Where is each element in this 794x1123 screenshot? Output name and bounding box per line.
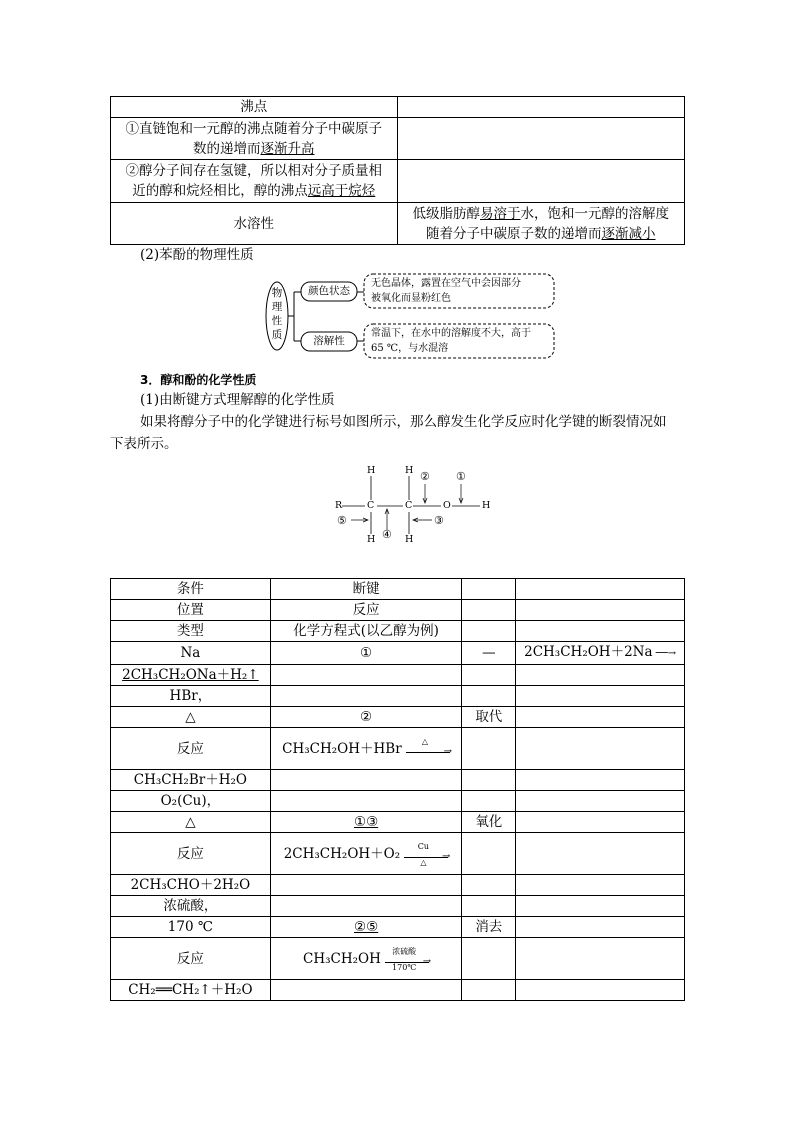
branch-color-state: 颜色状态	[308, 285, 350, 297]
phenol-heading: (2)苯酚的物理性质	[140, 247, 254, 263]
cell-solubility-label: 水溶性	[111, 203, 398, 245]
header-position: 位置	[111, 600, 271, 621]
cell-heat: △	[111, 707, 271, 728]
cell-el-break: ②⑤	[270, 917, 462, 938]
cell-boiling-header: 沸点	[111, 97, 398, 118]
cell-reaction-word: 反应	[111, 938, 271, 980]
section3-subheading: (1)由断键方式理解醇的化学性质	[140, 392, 335, 408]
bond-label-1: ①	[456, 470, 466, 483]
cell-solubility-text: 低级脂肪醇易溶于水，饱和一元醇的溶解度 随着分子中碳原子数的递增而逐渐减小	[397, 203, 685, 245]
cell-na: Na	[111, 642, 271, 665]
ethanol-bond-diagram	[325, 462, 505, 547]
atom-C2: C	[405, 500, 413, 511]
header-bond-break: 断键	[270, 579, 462, 600]
cell-el-type: 消去	[462, 917, 516, 938]
cell-hbr-product: CH₃CH₂Br＋H₂O	[111, 770, 271, 791]
cell-empty	[397, 160, 685, 203]
cell-reaction-word: 反应	[111, 728, 271, 770]
underlined-answer: 远高于烷烃	[307, 183, 376, 199]
cell-hbr-equation: CH₃CH₂OH＋HBr △ →	[270, 728, 462, 770]
cell-empty	[397, 97, 685, 118]
cell-el-equation: CH₃CH₂OH 浓硫酸 170℃ →	[270, 938, 462, 980]
cell-ox-type: 氧化	[462, 812, 516, 833]
cell-na-break: ①	[270, 642, 462, 665]
cell-hbr: HBr，	[111, 686, 271, 707]
section3-heading: 3．醇和酚的化学性质	[140, 373, 257, 387]
header-equation: 化学方程式(以乙醇为例)	[270, 621, 462, 642]
branch1-detail: 无色晶体，露置在空气中会因部分 被氧化而显粉红色	[371, 278, 521, 304]
underlined-answer: 逐渐升高	[260, 140, 315, 157]
cell-el-product: CH₂══CH₂↑＋H₂O	[111, 980, 271, 1001]
cell-boiling-rule-1: ①直链饱和一元醇的沸点随着分子中碳原子 数的递增而逐渐升高	[111, 118, 398, 160]
boiling-point-table	[110, 96, 685, 245]
section3-paragraph-line2: 下表所示。	[110, 436, 178, 452]
branch2-detail: 常温下，在水中的溶解度不大，高于 65 ℃，与水混溶	[371, 328, 531, 354]
cell-empty	[397, 118, 685, 160]
atom-H: H	[367, 465, 376, 476]
atom-H: H	[367, 534, 376, 545]
cell-na-product: 2CH₃CH₂ONa＋H₂↑	[111, 665, 271, 686]
cell-o2: O₂(Cu)，	[111, 791, 271, 812]
header-reaction: 反应	[270, 600, 462, 621]
cell-reaction-word: 反应	[111, 833, 271, 875]
cell-h2so4: 浓硫酸，	[111, 896, 271, 917]
bond-label-5: ⑤	[337, 514, 347, 527]
cell-ox-equation: 2CH₃CH₂OH＋O₂ Cu △ →	[270, 833, 462, 875]
cell-ox-product: 2CH₃CHO＋2H₂O	[111, 875, 271, 896]
section3-paragraph-line1: 如果将醇分子中的化学键进行标号如图所示，那么醇发生化学反应时化学键的断裂情况如	[140, 414, 667, 430]
cell-na-equation: 2CH₃CH₂OH＋2Na ──→	[516, 642, 685, 665]
atom-C1: C	[367, 500, 375, 511]
cell-hbr-type: 取代	[462, 707, 516, 728]
bond-label-4: ④	[382, 528, 392, 541]
cell-hbr-break: ②	[270, 707, 462, 728]
cell-heat: △	[111, 812, 271, 833]
atom-O: O	[443, 500, 451, 511]
atom-H: H	[405, 465, 414, 476]
cell-ox-break: ①③	[270, 812, 462, 833]
bond-label-3: ③	[434, 514, 444, 527]
cell-temperature: 170 ℃	[111, 917, 271, 938]
header-type: 类型	[111, 621, 271, 642]
cell-na-type: —	[462, 642, 516, 665]
header-condition: 条件	[111, 579, 271, 600]
branch-solubility: 溶解性	[313, 335, 345, 347]
atom-H: H	[405, 534, 414, 545]
bond-label-2: ②	[420, 470, 430, 483]
alcohol-reaction-table	[110, 578, 685, 1001]
atom-R: R	[335, 500, 343, 511]
atom-H-hydroxyl: H	[482, 500, 491, 511]
root-label: 物理性质	[271, 287, 283, 341]
cell-boiling-rule-2: ②醇分子间存在氢键，所以相对分子质量相 近的醇和烷烃相比，醇的沸点远高于烷烃	[111, 160, 398, 203]
